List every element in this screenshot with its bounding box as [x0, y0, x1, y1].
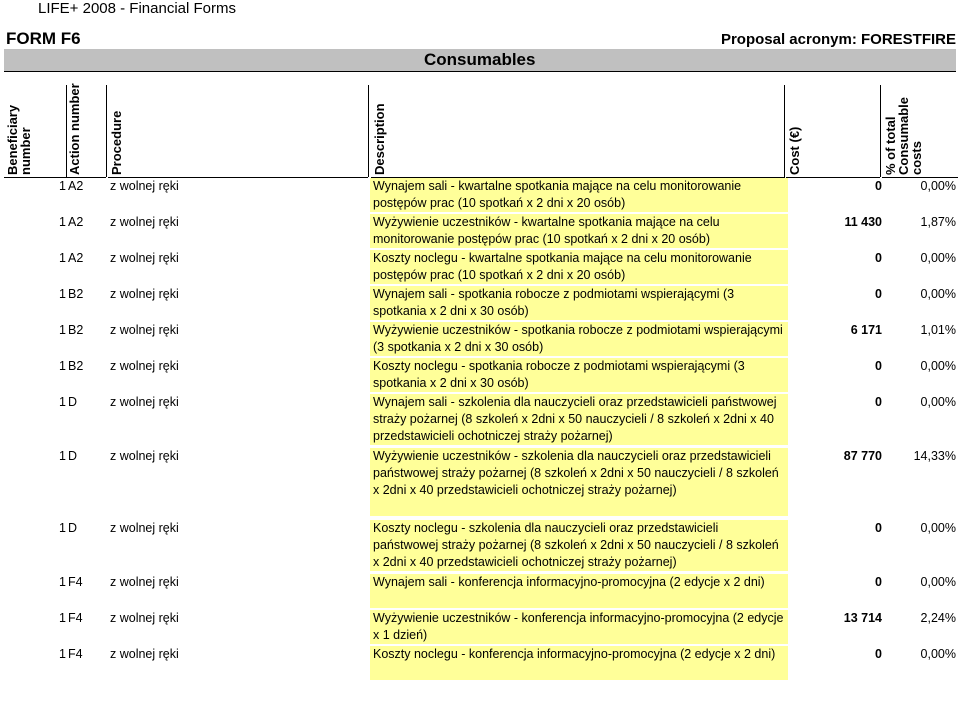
beneficiary-number-cell: 1: [59, 449, 66, 463]
description-cell: Wynajem sali - spotkania robocze z podmiotami wspierającymi (3 spotkania x 2 dni x 30 osób): [373, 287, 735, 318]
description-cell: Wyżywienie uczestników - konferencja informacyjno-promocyjna (2 edycje x 1 dzień): [373, 611, 784, 642]
procedure-cell: z wolnej ręki: [110, 179, 179, 193]
description-cell: Wyżywienie uczestników - kwartalne spotkania mające na celu monitorowanie postępów prac (10 spotkań x 2 dni x 20 osób): [373, 215, 720, 246]
cost-cell: 0: [875, 395, 882, 409]
cost-cell: 0: [875, 575, 882, 589]
pct-of-total-cell: 0,00%: [920, 521, 956, 535]
proposal-acronym: Proposal acronym: FORESTFIRE: [720, 31, 956, 48]
description-cell: Wyżywienie uczestników - szkolenia dla nauczycieli oraz przedstawicieli państwowej straży pożarnej (8 szkoleń x 2dni x 50 nauczycieli / 8 szkoleń x 2dni x 40 przedstawicieli ochotniczej straży pożarnej): [373, 449, 779, 497]
description-cell: Wynajem sali - kwartalne spotkania mające na celu monitorowanie postępów prac (10 spotkań x 2 dni x 20 osób): [373, 179, 742, 210]
action-number-cell: B2: [68, 323, 84, 337]
action-number-cell: B2: [68, 287, 84, 301]
procedure-cell: z wolnej ręki: [110, 449, 179, 463]
beneficiary-number-cell: 1: [59, 287, 66, 301]
header-procedure-label: Procedure: [109, 110, 124, 175]
beneficiary-number-cell: 1: [59, 215, 66, 229]
procedure-cell: z wolnej ręki: [110, 287, 179, 301]
procedure-cell: z wolnej ręki: [110, 251, 179, 265]
pct-of-total-cell: 0,00%: [920, 287, 956, 301]
cost-cell: 0: [875, 359, 882, 373]
procedure-cell: z wolnej ręki: [110, 395, 179, 409]
procedure-cell: z wolnej ręki: [110, 575, 179, 589]
cost-cell: 0: [875, 287, 882, 301]
cost-cell: 0: [875, 647, 882, 661]
col-divider: [106, 85, 107, 177]
action-number-cell: F4: [68, 611, 83, 625]
cost-cell: 11 430: [844, 215, 882, 229]
action-number-cell: A2: [68, 215, 84, 229]
header-action-label: Action number: [67, 83, 82, 175]
description-cell: Wynajem sali - konferencja informacyjno-promocyjna (2 edycje x 2 dni): [373, 575, 765, 589]
header-procedure: [108, 85, 368, 178]
pct-of-total-cell: 1,87%: [920, 215, 956, 229]
header-description: [371, 85, 785, 178]
pct-of-total-cell: 2,24%: [920, 611, 956, 625]
header-action: [66, 85, 106, 178]
description-cell: Koszty noclegu - szkolenia dla nauczycieli oraz przedstawicieli państwowej straży pożarnej (8 szkoleń x 2dni x 50 nauczycieli / 8 szkoleń x 2dni x 40 przedstawicieli ochotniczej straży pożarnej): [373, 521, 779, 569]
pct-of-total-cell: 1,01%: [920, 323, 956, 337]
procedure-cell: z wolnej ręki: [110, 323, 179, 337]
beneficiary-number-cell: 1: [59, 395, 66, 409]
pct-of-total-cell: 0,00%: [920, 179, 956, 193]
beneficiary-number-cell: 1: [59, 647, 66, 661]
header-beneficiary-label: Beneficiary number: [5, 104, 33, 175]
action-number-cell: D: [68, 521, 78, 535]
pct-of-total-cell: 0,00%: [920, 647, 956, 661]
procedure-cell: z wolnej ręki: [110, 647, 179, 661]
header-cost: [786, 85, 880, 178]
action-number-cell: F4: [68, 575, 83, 589]
description-cell: Wyżywienie uczestników - spotkania robocze z podmiotami wspierającymi (3 spotkania x 2 dni x 30 osób): [373, 323, 783, 354]
description-cell: Koszty noclegu - spotkania robocze z podmiotami wspierającymi (3 spotkania x 2 dni x 30 osób): [373, 359, 745, 390]
beneficiary-number-cell: 1: [59, 575, 66, 589]
col-divider: [880, 85, 881, 177]
pct-of-total-cell: 0,00%: [920, 575, 956, 589]
beneficiary-number-cell: 1: [59, 251, 66, 265]
procedure-cell: z wolnej ręki: [110, 359, 179, 373]
procedure-cell: z wolnej ręki: [110, 521, 179, 535]
action-number-cell: D: [68, 395, 78, 409]
action-number-cell: A2: [68, 251, 84, 265]
beneficiary-number-cell: 1: [59, 521, 66, 535]
description-cell: Koszty noclegu - konferencja informacyjno-promocyjna (2 edycje x 2 dni): [373, 647, 776, 661]
col-divider: [66, 85, 67, 177]
beneficiary-number-cell: 1: [59, 359, 66, 373]
cost-cell: 13 714: [843, 611, 882, 625]
cost-cell: 87 770: [843, 449, 882, 463]
action-number-cell: A2: [68, 179, 84, 193]
action-number-cell: F4: [68, 647, 83, 661]
cost-cell: 0: [875, 251, 882, 265]
action-number-cell: D: [68, 449, 78, 463]
cost-cell: 6 171: [850, 323, 882, 337]
pct-of-total-cell: 0,00%: [920, 395, 956, 409]
cost-cell: 0: [875, 521, 882, 535]
action-number-cell: B2: [68, 359, 84, 373]
beneficiary-number-cell: 1: [59, 323, 66, 337]
app-title: LIFE+ 2008 - Financial Forms: [38, 0, 236, 17]
section-bar: [4, 49, 956, 72]
col-divider: [784, 85, 785, 177]
pct-of-total-cell: 0,00%: [920, 359, 956, 373]
cost-cell: 0: [875, 179, 882, 193]
header-beneficiary: [4, 85, 66, 178]
form-id: FORM F6: [6, 29, 81, 48]
pct-of-total-cell: 14,33%: [913, 449, 956, 463]
header-cost-label: Cost (€): [787, 126, 802, 175]
beneficiary-number-cell: 1: [59, 611, 66, 625]
procedure-cell: z wolnej ręki: [110, 215, 179, 229]
procedure-cell: z wolnej ręki: [110, 611, 179, 625]
header-pct: [882, 85, 958, 178]
section-title: Consumables: [424, 50, 536, 69]
col-divider: [368, 85, 369, 177]
header-description-label: Description: [372, 103, 387, 175]
description-cell: Koszty noclegu - kwartalne spotkania mające na celu monitorowanie postępów prac (10 spotkań x 2 dni x 20 osób): [373, 251, 752, 282]
header-pct-label: % of total Consumable costs: [883, 96, 924, 175]
pct-of-total-cell: 0,00%: [920, 251, 956, 265]
beneficiary-number-cell: 1: [59, 179, 66, 193]
description-cell: Wynajem sali - szkolenia dla nauczycieli oraz przedstawicieli państwowej straży pożarnej (8 szkoleń x 2dni x 50 nauczycieli / 8 szkoleń x 2dni x 40 przedstawicieli ochotniczej straży pożarnej): [373, 395, 777, 443]
